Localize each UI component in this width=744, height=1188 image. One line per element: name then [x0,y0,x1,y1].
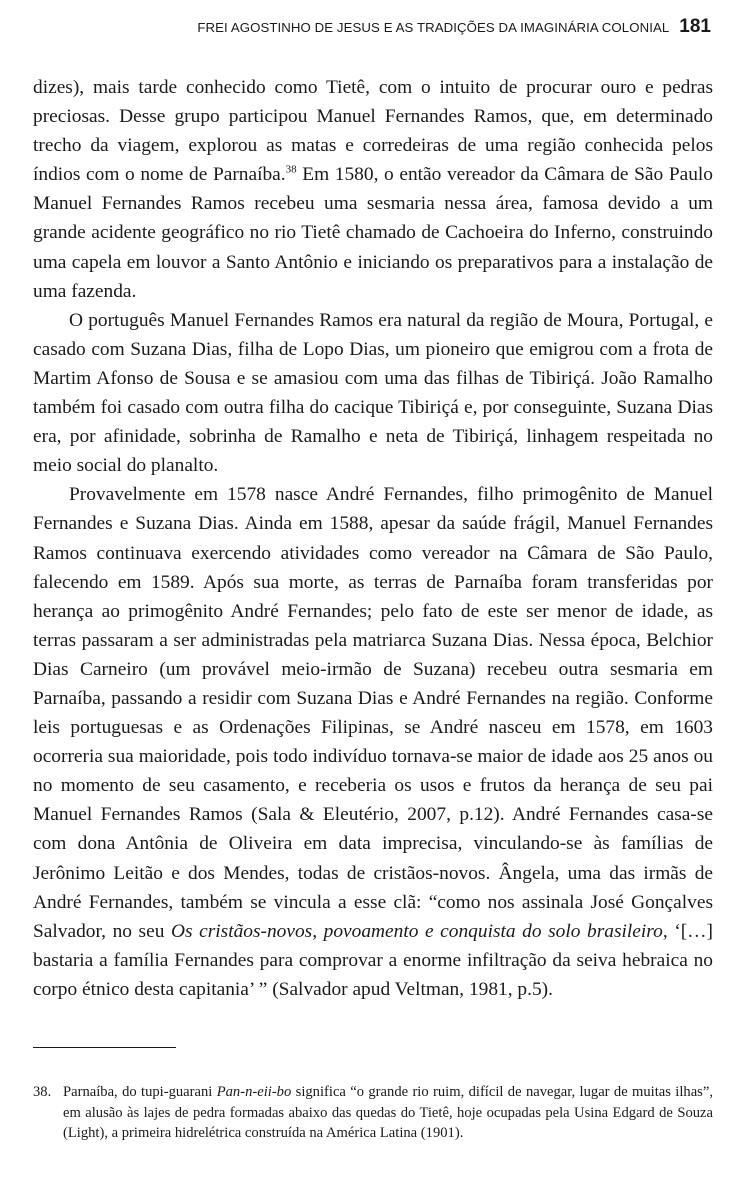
footnote-text-b: significa “o grande rio ruim, difícil de navegar, lugar de muitas ilhas”, em alusão às lajes de pedra formadas abaixo das quedas do Tietê, hoje ocupadas pela Usina Edgard de Souza (Light), a primeira hidrelétrica construída na América Latina (1901). [63,1084,713,1141]
paragraph-1-text-b: Em 1580, o então vereador da Câmara de São Paulo Manuel Fernandes Ramos recebeu uma sesmaria nessa área, famosa devido a um grande acidente geográfico no rio Tietê chamado de Cachoeira do Inferno, construindo uma capela em louvor a Santo Antônio e iniciando os preparativos para a instalação de uma fazenda. [33,164,713,302]
paragraph-1 [33,73,713,306]
paragraph-1-text-a: dizes), mais tarde conhecido como Tietê, com o intuito de procurar ouro e pedras preciosas. Desse grupo participou Manuel Fernandes Ramos, que, em determinado trecho da viagem, explorou as matas e corredeiras de uma região conhecida pelos índios com o nome de Parnaíba. [33,77,713,186]
page-number: 181 [679,16,711,37]
paragraph-3 [33,480,713,1004]
footnote-number: 38. [33,1084,52,1100]
paragraph-3-text-a: Provavelmente em 1578 nasce André Fernandes, filho primogênito de Manuel Fernandes e Suzana Dias. Ainda em 1588, apesar da saúde frágil, Manuel Fernandes Ramos continuava exercendo atividades como vereador na Câmara de São Paulo, falecendo em 1589. Após sua morte, as terras de Parnaíba foram transferidas por herança ao primogênito André Fernandes; pelo fato de este ser menor de idade, as terras passaram a ser administradas pela matriarca Suzana Dias. Nessa época, Belchior Dias Carneiro (um provável meio-irmão de Suzana) recebeu outra sesmaria em Parnaíba, passando a residir com Suzana Dias e André Fernandes na região. Conforme leis portuguesas e as Ordenações Filipinas, se André nasceu em 1578, em 1603 ocorreria sua maioridade, pois todo indivíduo tornava-se maior de idade aos 25 anos ou no momento de seu casamento, e receberia os usos e frutos da herança de seu pai Manuel Fernandes Ramos (Sala & Eleutério, 2007, p.12). André Fernandes casa-se com dona Antônia de Oliveira em data imprecisa, vinculando-se às famílias de Jerônimo Leitão e dos Mendes, todas de cristãos-novos. Ângela, uma das irmãs de André Fernandes, também se vincula a esse clã: “como nos assinala José Gonçalves Salvador, no seu [33,484,713,942]
body-text [33,73,713,1004]
book-title-citation: Os cristãos-novos, povoamento e conquista do solo brasileiro [170,920,663,942]
footnote-divider [33,1047,176,1048]
footnote-text [63,1082,713,1144]
paragraph-3-text-b: , ‘[…] bastaria a família Fernandes para comprovar a enorme infiltração da seiva hebraica no corpo étnico desta capitania’ ” (Salvador apud Veltman, 1981, p.5). [33,920,714,1000]
running-title: FREI AGOSTINHO DE JESUS E AS TRADIÇÕES DA IMAGINÁRIA COLONIAL [197,20,670,35]
paragraph-2: O português Manuel Fernandes Ramos era natural da região de Moura, Portugal, e casado com Suzana Dias, filha de Lopo Dias, um pioneiro que emigrou com a frota de Martim Afonso de Sousa e se amasiou com uma das filhas de Tibiriçá. João Ramalho também foi casado com outra filha do cacique Tibiriçá e, por conseguinte, Suzana Dias era, por afinidade, sobrinha de Ramalho e neta de Tibiriçá, linhagem respeitada no meio social do planalto. [33,309,713,477]
footnote-reference[interactable]: 38 [285,163,297,176]
footnote-text-a: Parnaíba, do tupi-guarani [63,1084,217,1100]
running-header [33,16,711,38]
footnote-term: Pan-n-eii-bo [216,1084,292,1100]
footnote-38 [33,1082,713,1144]
